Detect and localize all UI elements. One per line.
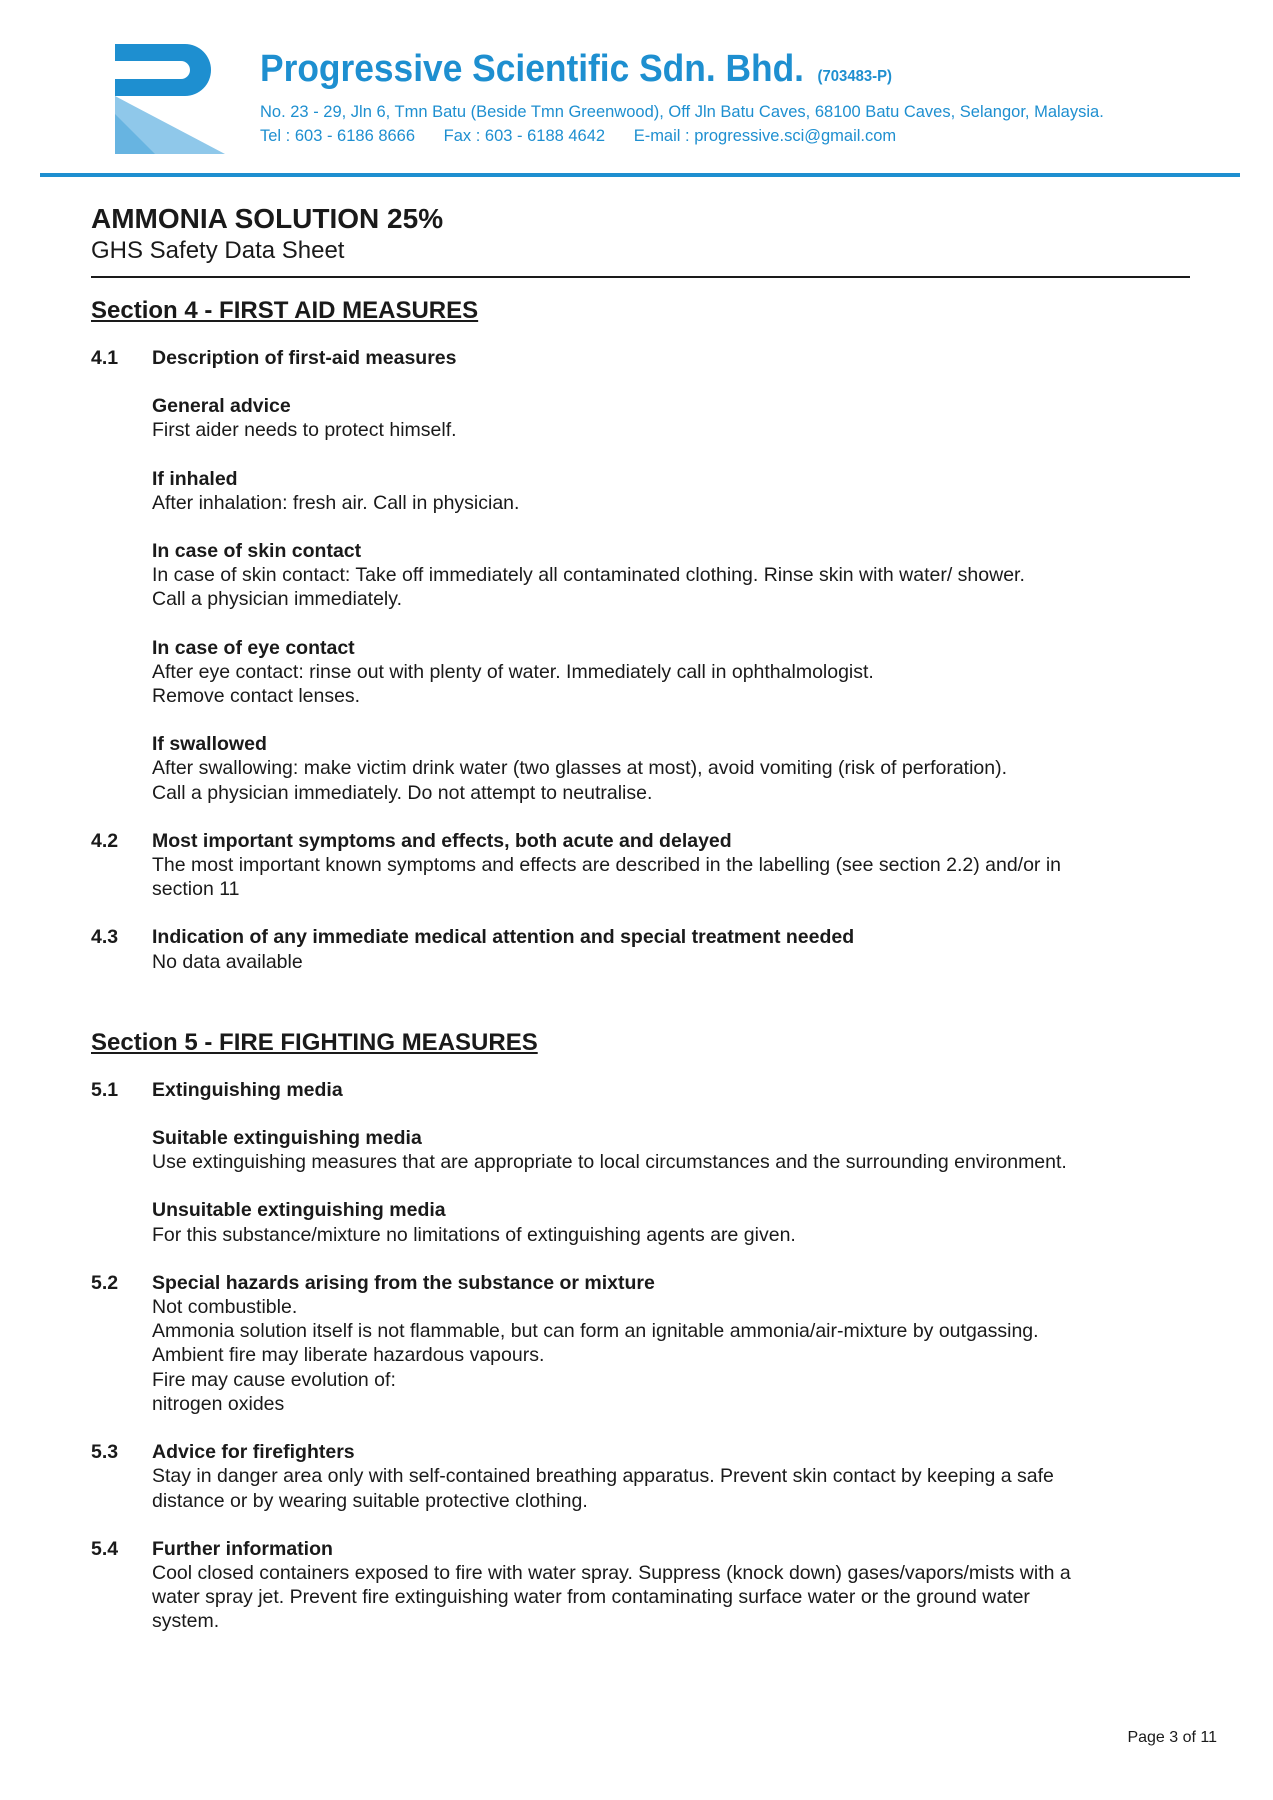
subsection — [91, 829, 1201, 902]
text-line: section 11 — [152, 878, 240, 901]
advice-title: In case of eye contact — [152, 636, 355, 659]
text-line: system. — [152, 1610, 220, 1633]
subsection-body — [152, 1537, 1201, 1634]
subsection-number: 5.3 — [91, 1441, 119, 1464]
subsection-number: 4.1 — [91, 347, 119, 369]
advice-block — [152, 1198, 1201, 1246]
subsection-body — [152, 829, 1201, 902]
text-line: Fire may cause evolution of: — [152, 1368, 396, 1391]
subsection — [91, 1537, 1201, 1634]
company-tel: Tel : 603 - 6186 8666 — [260, 127, 416, 145]
section-heading: Section 5 - FIRE FIGHTING MEASURES — [91, 1028, 538, 1056]
text-line: Not combustible. — [152, 1296, 298, 1319]
subsection-number: 4.3 — [91, 926, 119, 949]
text-line: Use extinguishing measures that are appropriate to local circumstances and the surrounding environment. — [152, 1151, 1067, 1174]
advice-block — [152, 539, 1201, 612]
company-name-line — [260, 46, 1171, 100]
subsection-title: Most important symptoms and effects, both acute and delayed — [152, 829, 732, 852]
company-logo — [115, 44, 225, 154]
text-line: Cool closed containers exposed to fire with water spray. Suppress (knock down) gases/vapors/mists with a — [152, 1561, 1071, 1584]
advice-title: If swallowed — [152, 733, 267, 756]
subsection-title: Further information — [152, 1537, 333, 1560]
subsection-body — [152, 1078, 1201, 1247]
subsection — [91, 346, 1201, 805]
text-line: After swallowing: make victim drink water (two glasses at most), avoid vomiting (risk of perforation). — [152, 757, 1008, 780]
text-line: In case of skin contact: Take off immediately all contaminated clothing. Rinse skin with water/ shower. — [152, 564, 1025, 587]
subsection-body — [152, 1271, 1201, 1416]
text-line: Remove contact lenses. — [152, 685, 361, 708]
subsection-number: 5.4 — [91, 1537, 119, 1560]
text-line: Call a physician immediately. — [152, 588, 402, 611]
subsection-title: Extinguishing media — [152, 1078, 343, 1101]
subsection-title: Advice for firefighters — [152, 1441, 355, 1464]
advice-title: General advice — [152, 395, 291, 418]
page-number: Page 3 of 11 — [1127, 1729, 1217, 1746]
subsection-title: Description of first-aid measures — [152, 347, 457, 369]
text-line: Ambient fire may liberate hazardous vapours. — [152, 1344, 545, 1367]
advice-title: If inhaled — [152, 467, 238, 490]
text-line: After inhalation: fresh air. Call in physician. — [152, 491, 520, 514]
advice-title: Suitable extinguishing media — [152, 1127, 422, 1150]
company-email: E-mail : progressive.sci@gmail.com — [633, 127, 897, 145]
subsection-body — [152, 1440, 1201, 1513]
company-name: Progressive Scientific Sdn. Bhd. — [260, 48, 804, 90]
advice-title: In case of skin contact — [152, 540, 362, 563]
text-line: Stay in danger area only with self-contained breathing apparatus. Prevent skin contact by keeping a safe — [152, 1465, 1054, 1488]
advice-block — [152, 1126, 1201, 1174]
section-heading: Section 4 - FIRST AID MEASURES — [91, 297, 479, 324]
company-fax: Fax : 603 - 6188 4642 — [443, 127, 606, 145]
header-divider — [40, 173, 1240, 177]
subsection — [91, 1271, 1201, 1416]
advice-title: Unsuitable extinguishing media — [152, 1199, 446, 1222]
subsection-number: 5.2 — [91, 1271, 119, 1294]
company-address: No. 23 - 29, Jln 6, Tmn Batu (Beside Tmn Greenwood), Off Jln Batu Caves, 68100 Batu Caves, Selangor, Malaysia. — [260, 103, 1104, 121]
advice-block — [152, 732, 1201, 805]
text-line: water spray jet. Prevent fire extinguishing water from contaminating surface water or the ground water — [152, 1586, 1030, 1609]
section-spacer — [91, 998, 1201, 1028]
document-body — [91, 296, 1201, 1658]
company-header — [260, 46, 1240, 148]
title-divider — [91, 276, 1190, 278]
subsection-title: Indication of any immediate medical attention and special treatment needed — [152, 926, 855, 949]
text-line: No data available — [152, 950, 303, 973]
advice-block — [152, 467, 1201, 515]
text-line: distance or by wearing suitable protective clothing. — [152, 1489, 588, 1512]
document-subtitle: GHS Safety Data Sheet — [91, 237, 345, 264]
subsection-body — [152, 925, 1201, 973]
company-registration: (703483-P) — [817, 68, 892, 85]
subsection-body — [152, 346, 1201, 805]
section-4 — [91, 296, 1201, 974]
text-line: Call a physician immediately. Do not attempt to neutralise. — [152, 781, 653, 804]
text-line: For this substance/mixture no limitations of extinguishing agents are given. — [152, 1223, 796, 1246]
text-line: The most important known symptoms and effects are described in the labelling (see section 2.2) and/or in — [152, 854, 1062, 877]
section-5 — [91, 1028, 1201, 1634]
subsection — [91, 1078, 1201, 1247]
advice-block — [152, 394, 1201, 442]
subsection — [91, 925, 1201, 973]
subsection — [91, 1440, 1201, 1513]
text-line: After eye contact: rinse out with plenty of water. Immediately call in ophthalmologist. — [152, 660, 874, 683]
subsection-title: Special hazards arising from the substance or mixture — [152, 1271, 655, 1294]
text-line: Ammonia solution itself is not flammable, but can form an ignitable ammonia/air-mixture by outgassing. — [152, 1320, 1039, 1343]
advice-block — [152, 636, 1201, 709]
subsection-number: 4.2 — [91, 829, 119, 852]
text-line: First aider needs to protect himself. — [152, 419, 457, 442]
text-line: nitrogen oxides — [152, 1392, 285, 1415]
company-contacts — [260, 124, 1240, 148]
subsection-number: 5.1 — [91, 1078, 119, 1101]
document-title: AMMONIA SOLUTION 25% — [91, 203, 444, 234]
